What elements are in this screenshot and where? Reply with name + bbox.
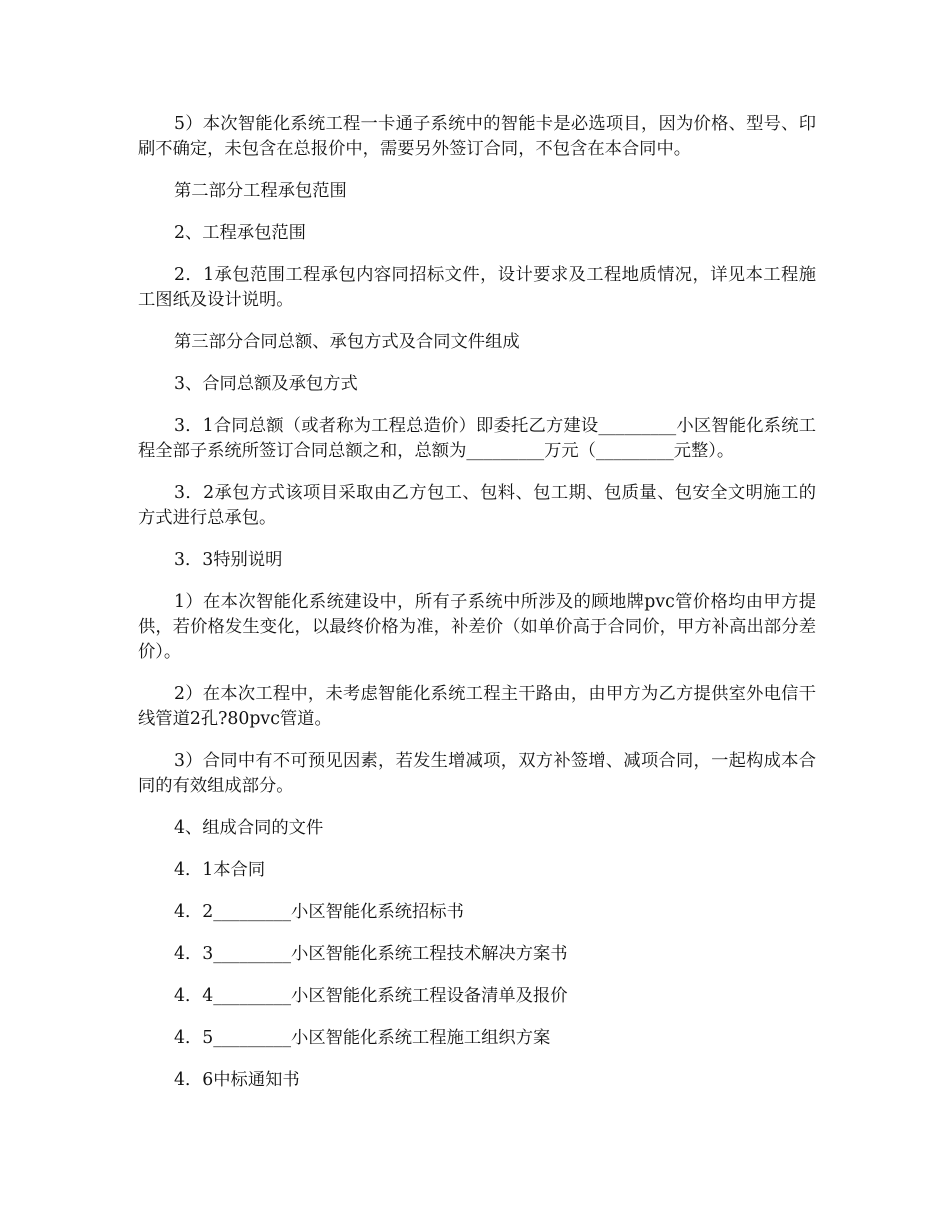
clause-3-3: 3．3特别说明 bbox=[174, 550, 283, 570]
clause-3-3-item-1: 1）在本次智能化系统建设中，所有子系统中所涉及的顾地牌pvc管价格均由甲方提供，若价格发生变化，以最终价格为准，补差价（如单价高于合同价，甲方补高出部分差价）。 bbox=[138, 592, 816, 662]
paragraph-smart-card-note: 5）本次智能化系统工程一卡通子系统中的智能卡是必选项目，因为价格、型号、印刷不确定，未包含在总报价中，需要另外签订合同，不包含在本合同中。 bbox=[138, 114, 816, 159]
clause-4-2: 4．2_________小区智能化系统招标书 bbox=[174, 902, 464, 922]
clause-3-1: 3．1合同总额（或者称为工程总造价）即委托乙方建设_________小区智能化系统工程全部子系统所签订合同总额之和，总额为_________万元（_________元整）。 bbox=[138, 416, 816, 461]
clause-3-3-item-2: 2）在本次工程中，未考虑智能化系统工程主干路由，由甲方为乙方提供室外电信干线管道2孔?80pvc管道。 bbox=[138, 684, 816, 729]
clause-4-6: 4．6中标通知书 bbox=[174, 1070, 300, 1090]
clause-4-1: 4．1本合同 bbox=[174, 860, 266, 880]
clause-4-3: 4．3_________小区智能化系统工程技术解决方案书 bbox=[174, 944, 568, 964]
clause-3-3-item-3: 3）合同中有不可预见因素，若发生增减项，双方补签增、减项合同，一起构成本合同的有效组成部分。 bbox=[138, 751, 816, 796]
section-heading-part-three: 第三部分合同总额、承包方式及合同文件组成 bbox=[174, 332, 520, 352]
clause-heading-2: 2、工程承包范围 bbox=[174, 223, 306, 243]
clause-4-5: 4．5_________小区智能化系统工程施工组织方案 bbox=[174, 1028, 551, 1048]
clause-heading-3: 3、合同总额及承包方式 bbox=[174, 374, 358, 394]
section-heading-part-two: 第二部分工程承包范围 bbox=[174, 181, 347, 201]
clause-2-1: 2．1承包范围工程承包内容同招标文件，设计要求及工程地质情况，详见本工程施工图纸及设计说明。 bbox=[138, 265, 816, 310]
clause-4-4: 4．4_________小区智能化系统工程设备清单及报价 bbox=[174, 986, 568, 1006]
clause-heading-4: 4、组成合同的文件 bbox=[174, 818, 324, 838]
clause-3-2: 3．2承包方式该项目采取由乙方包工、包料、包工期、包质量、包安全文明施工的方式进行总承包。 bbox=[138, 483, 816, 528]
